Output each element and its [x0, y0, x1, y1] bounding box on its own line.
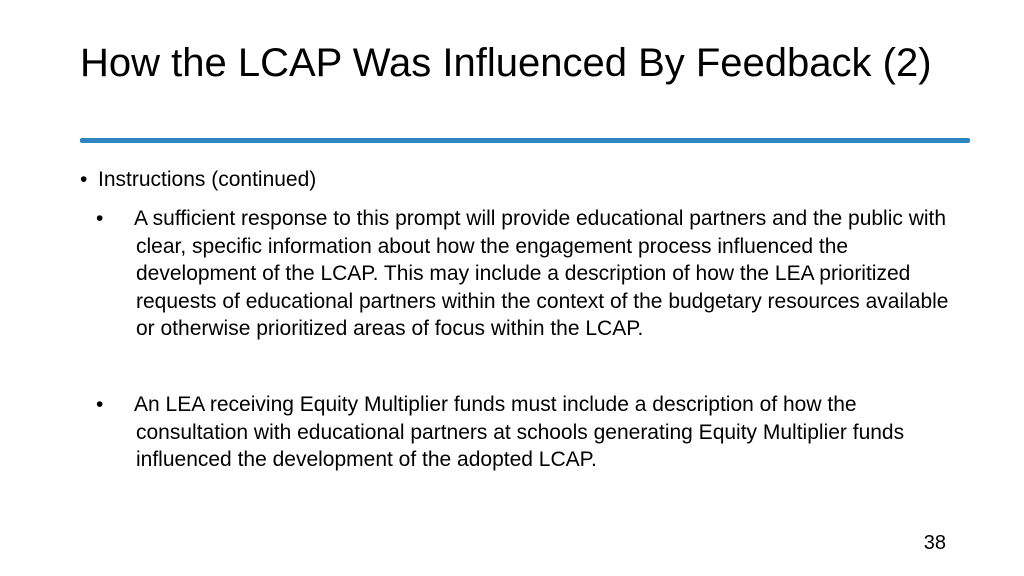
bullet-dot-icon: • — [96, 207, 104, 230]
bullet-dot-icon: • — [80, 168, 88, 191]
title-divider — [80, 138, 970, 143]
bullet-level1-text: Instructions (continued) — [98, 168, 317, 191]
bullet-level1 — [80, 166, 960, 194]
bullet-level2-text: A sufficient response to this prompt will provide educational partners and the public with clear, specific information about how the engagement process influenced the development of the LCAP. This may include a description of how the LEA prioritized requests of educational partners within the context of the budgetary resources available or otherwise prioritized areas of focus within the LCAP. — [134, 207, 949, 340]
slide-title: How the LCAP Was Influenced By Feedback (2) — [80, 41, 932, 85]
bullet-level2-text: An LEA receiving Equity Multiplier funds must include a description of how the consultation with educational partners at schools generating Equity Multiplier funds influenced the development of the adopted LCAP. — [134, 393, 905, 471]
bullet-level2-item — [96, 205, 956, 343]
bullet-level2-item — [96, 391, 956, 474]
bullet-dot-icon: • — [96, 393, 104, 416]
page-number: 38 — [923, 532, 946, 554]
